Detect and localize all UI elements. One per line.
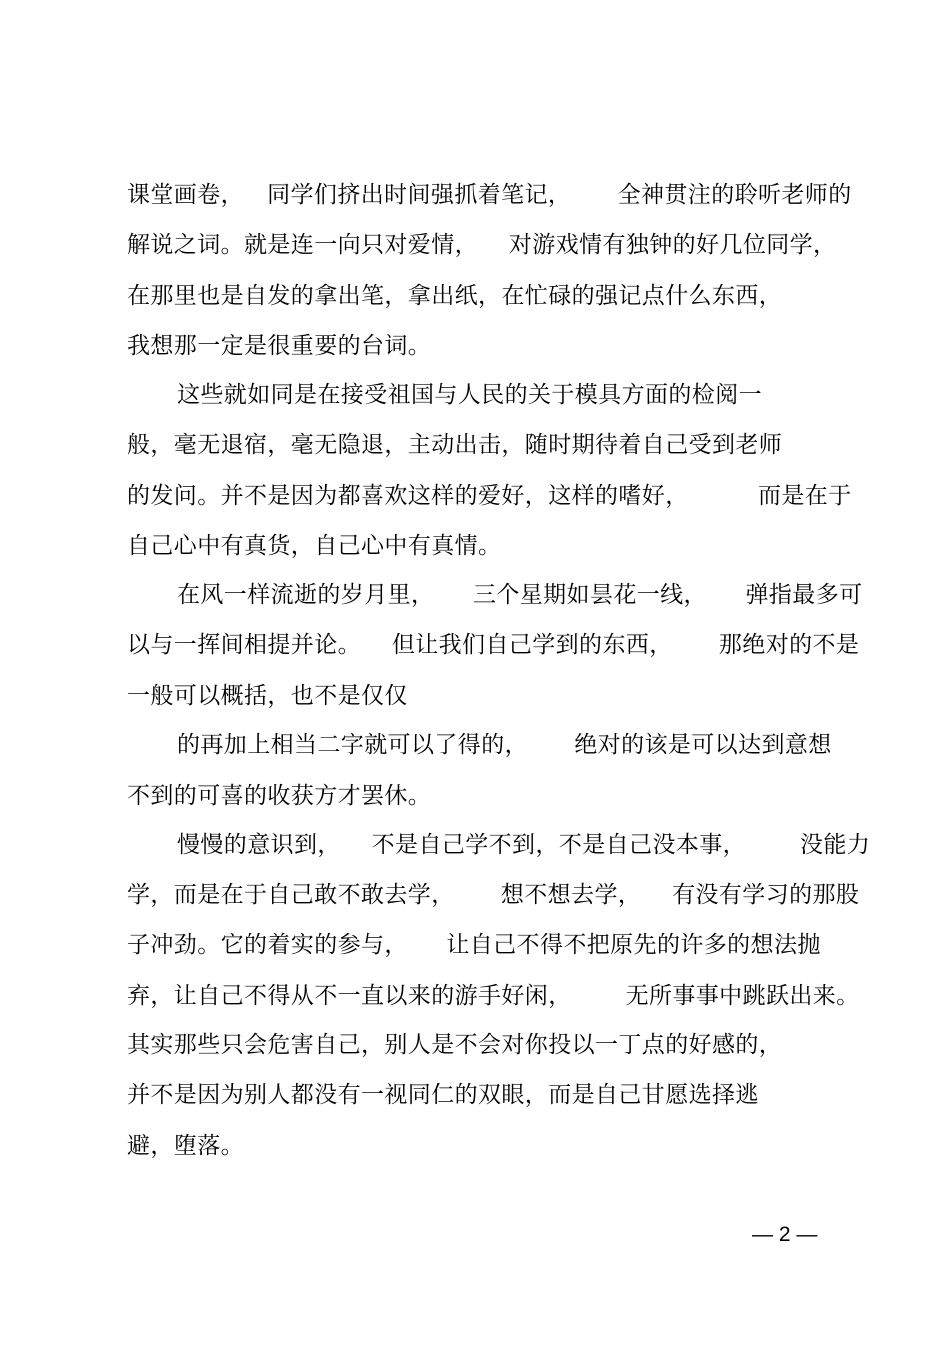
text-line-11: 一般可以概括，也不是仅仅 xyxy=(127,683,408,709)
text-line-20: 避，堕落。 xyxy=(127,1133,244,1159)
text-line-7: 的发问。并不是因为都喜欢这样的爱好，这样的嗜好， 而是在于 xyxy=(127,483,852,509)
text-line-15: 学，而是在于自己敢不敢去学， 想不想去学， 有没有学习的那股 xyxy=(127,882,860,908)
text-line-3: 在那里也是自发的拿出笔，拿出纸，在忙碌的强记点什么东西， xyxy=(127,283,783,309)
text-line-18: 其实那些只会危害自己，别人是不会对你投以一丁点的好感的， xyxy=(127,1032,783,1058)
text-line-10: 以与一挥间相提并论。 但让我们自己学到的东西， 那绝对的不是 xyxy=(127,632,860,658)
text-line-8: 自己心中有真货，自己心中有真情。 xyxy=(127,533,502,559)
text-line-4: 我想那一定是很重要的台词。 xyxy=(127,333,432,359)
text-line-14: 慢慢的意识到， 不是自己学不到，不是自己没本事， 没能力 xyxy=(177,832,871,858)
text-line-17: 弃，让自己不得从不一直以来的游手好闲， 无所事事中跳跃出来。 xyxy=(127,983,860,1009)
text-line-9: 在风一样流逝的岁月里， 三个星期如昙花一线， 弹指最多可 xyxy=(177,582,863,608)
text-line-5: 这些就如同是在接受祖国与人民的关于模具方面的检阅一 xyxy=(177,382,762,408)
page-number: — 2 — xyxy=(752,1223,818,1246)
text-line-12: 的再加上相当二字就可以了得的， 绝对的该是可以达到意想 xyxy=(177,732,832,758)
text-line-1: 课堂画卷， 同学们挤出时间强抓着笔记， 全神贯注的聆听老师的 xyxy=(127,182,852,208)
text-line-19: 并不是因为别人都没有一视同仁的双眼，而是自己甘愿选择逃 xyxy=(127,1082,759,1108)
text-line-2: 解说之词。就是连一向只对爱情， 对游戏情有独钟的好几位同学， xyxy=(127,232,837,258)
text-line-13: 不到的可喜的收获方才罢休。 xyxy=(127,783,432,809)
text-line-6: 般，毫无退宿，毫无隐退，主动出击，随时期待着自己受到老师 xyxy=(127,432,783,458)
text-line-16: 子冲劲。它的着实的参与， 让自己不得不把原先的许多的想法抛 xyxy=(127,932,821,958)
